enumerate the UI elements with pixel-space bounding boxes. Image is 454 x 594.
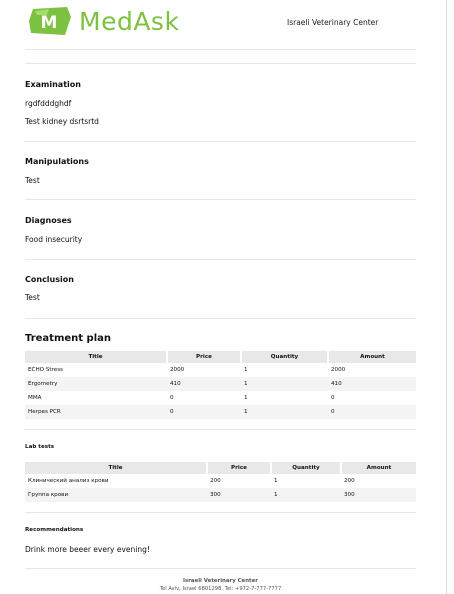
cell-price: 0 <box>167 405 241 419</box>
logo-text: MedAsk <box>79 7 180 36</box>
cell-quantity: 1 <box>244 367 248 373</box>
conclusion-title: Conclusion <box>25 275 74 284</box>
column-header-amount: Amount <box>341 462 416 474</box>
cell-title: MMA <box>28 395 42 401</box>
diagnoses-title: Diagnoses <box>25 216 72 225</box>
manipulations-line: Test <box>25 176 40 185</box>
cell-amount: 2000 <box>331 367 346 373</box>
column-header-title: Title <box>25 462 207 474</box>
report-header <box>25 5 416 43</box>
table-row <box>25 488 416 502</box>
table-header-row <box>25 351 416 363</box>
table-row <box>25 391 416 405</box>
table-row <box>25 474 416 488</box>
footer-address: Tel Aviv, Israel 6801298. Tel: +972-7-777-7777 <box>159 586 282 592</box>
manipulations-title: Manipulations <box>25 157 89 166</box>
divider <box>25 512 416 513</box>
diagnoses-line: Food insecurity <box>25 235 83 244</box>
cell-quantity: 1 <box>274 478 278 484</box>
cell-amount: 300 <box>341 488 416 502</box>
lab-tests-table <box>25 462 416 502</box>
cell-title: Ergometry <box>25 377 167 391</box>
cell-title: Группа крови <box>25 488 207 502</box>
divider <box>25 259 416 260</box>
column-header-quantity: Quantity <box>241 351 328 363</box>
cell-price: 410 <box>167 377 241 391</box>
column-header-amount: Amount <box>328 351 416 363</box>
cell-amount: 0 <box>328 405 416 419</box>
cell-quantity: 1 <box>241 377 328 391</box>
divider <box>25 318 416 319</box>
medask-logo <box>27 5 187 37</box>
logo-letter: M <box>40 13 58 33</box>
column-header-price: Price <box>207 462 271 474</box>
conclusion-line: Test <box>25 293 40 302</box>
cell-quantity: 1 <box>244 395 248 401</box>
table-row <box>25 363 416 377</box>
column-header-title: Title <box>25 351 167 363</box>
recommendations-title: Recommendations <box>25 527 84 533</box>
cell-price: 0 <box>170 395 174 401</box>
column-header-price: Price <box>167 351 241 363</box>
column-header-quantity: Quantity <box>271 462 341 474</box>
divider <box>25 199 416 200</box>
examination-title: Examination <box>25 80 81 89</box>
divider <box>25 141 416 142</box>
examination-line: Test kidney dsrtsrtd <box>25 117 99 126</box>
cell-amount: 410 <box>328 377 416 391</box>
examination-line: rgdfdddghdf <box>25 99 72 108</box>
divider <box>25 568 416 569</box>
cell-quantity: 1 <box>241 405 328 419</box>
divider <box>25 63 416 64</box>
table-row <box>25 377 416 391</box>
clinic-name: Israeli Veterinary Center <box>287 18 379 27</box>
cell-title: ECHO Stress <box>28 367 64 373</box>
cell-amount: 200 <box>344 478 355 484</box>
cell-price: 300 <box>207 488 271 502</box>
page-right-edge <box>446 0 447 594</box>
table-row <box>25 405 416 419</box>
cell-title: Herpes PCR <box>25 405 167 419</box>
table-header-row <box>25 462 416 474</box>
logo-mark-icon <box>27 5 73 37</box>
lab-tests-title: Lab tests <box>25 444 55 450</box>
cell-quantity: 1 <box>271 488 341 502</box>
divider <box>25 49 416 50</box>
treatment-plan-title: Treatment plan <box>25 333 112 344</box>
cell-price: 2000 <box>170 367 185 373</box>
footer-clinic-name: Israeli Veterinary Center <box>183 578 258 584</box>
treatment-plan-table <box>25 351 416 419</box>
cell-title: Клинический анализ крови <box>28 478 109 484</box>
divider <box>25 429 416 430</box>
cell-amount: 0 <box>331 395 335 401</box>
recommendations-text: Drink more beeer every evening! <box>25 545 150 554</box>
cell-price: 200 <box>210 478 221 484</box>
